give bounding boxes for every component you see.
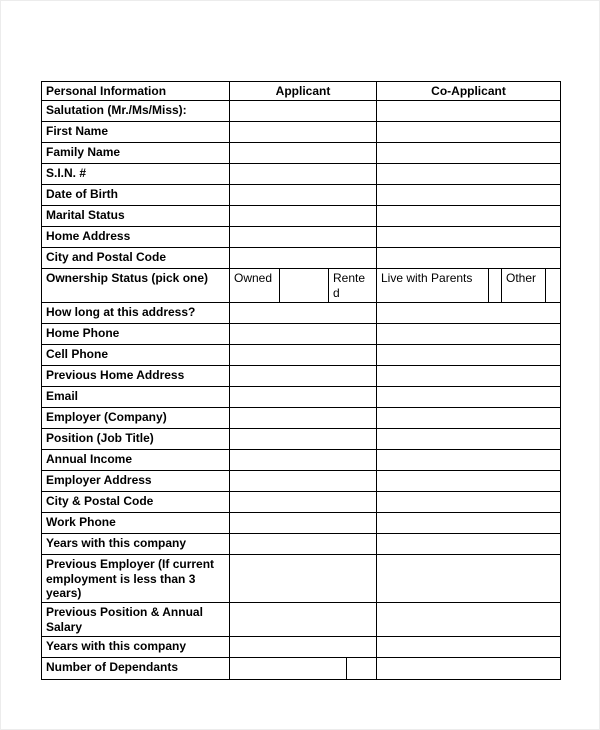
applicant-field[interactable]: [230, 101, 377, 121]
applicant-field[interactable]: [230, 164, 377, 184]
table-row-previous-position-salary: [42, 603, 560, 637]
co-applicant-field[interactable]: [377, 658, 560, 679]
co-applicant-field[interactable]: [377, 534, 560, 554]
table-row-cell-phone: [42, 345, 560, 366]
co-applicant-field[interactable]: [377, 637, 560, 657]
co-applicant-field[interactable]: [377, 345, 560, 365]
applicant-field[interactable]: [230, 324, 377, 344]
co-applicant-field[interactable]: [377, 122, 560, 142]
table-header-row: [42, 82, 560, 101]
label-marital-status: Marital Status: [42, 206, 230, 226]
label-work-phone: Work Phone: [42, 513, 230, 533]
co-applicant-field[interactable]: [377, 227, 560, 247]
co-applicant-field[interactable]: [377, 101, 560, 121]
co-applicant-field[interactable]: [377, 555, 560, 602]
other-checkbox-cell[interactable]: [546, 269, 560, 302]
applicant-field[interactable]: [230, 429, 377, 449]
label-sin-number: S.I.N. #: [42, 164, 230, 184]
applicant-field[interactable]: [230, 248, 377, 268]
applicant-field[interactable]: [230, 603, 377, 636]
table-row-position-job-title: [42, 429, 560, 450]
label-first-name: First Name: [42, 122, 230, 142]
other-option-label: Other: [502, 269, 546, 302]
table-row-sin-number: [42, 164, 560, 185]
applicant-field[interactable]: [230, 408, 377, 428]
co-applicant-field[interactable]: [377, 429, 560, 449]
table-row-marital-status: [42, 206, 560, 227]
live-with-parents-option-label: Live with Parents: [377, 269, 489, 302]
table-row-annual-income: [42, 450, 560, 471]
table-row-employer-address: [42, 471, 560, 492]
co-applicant-field[interactable]: [377, 471, 560, 491]
label-how-long-at-address: How long at this address?: [42, 303, 230, 323]
label-family-name: Family Name: [42, 143, 230, 163]
label-home-phone: Home Phone: [42, 324, 230, 344]
applicant-field[interactable]: [230, 143, 377, 163]
co-applicant-field[interactable]: [377, 303, 560, 323]
label-annual-income: Annual Income: [42, 450, 230, 470]
applicant-field[interactable]: [230, 185, 377, 205]
owned-option-label: Owned: [230, 269, 280, 302]
applicant-field[interactable]: [230, 513, 377, 533]
co-applicant-field[interactable]: [377, 324, 560, 344]
applicant-field[interactable]: [230, 555, 377, 602]
co-applicant-field[interactable]: [377, 366, 560, 386]
table-row-previous-home-address: [42, 366, 560, 387]
label-email: Email: [42, 387, 230, 407]
label-salutation: Salutation (Mr./Ms/Miss):: [42, 101, 230, 121]
table-row-work-phone: [42, 513, 560, 534]
co-applicant-field[interactable]: [377, 248, 560, 268]
label-employer-company: Employer (Company): [42, 408, 230, 428]
applicant-field[interactable]: [230, 345, 377, 365]
table-row-home-address: [42, 227, 560, 248]
co-applicant-field[interactable]: [377, 492, 560, 512]
table-row-city-postal-code-2: [42, 492, 560, 513]
header-applicant: Applicant: [230, 82, 377, 100]
applicant-field[interactable]: [230, 366, 377, 386]
label-home-address: Home Address: [42, 227, 230, 247]
table-row-previous-employer: [42, 555, 560, 603]
rented-option-label: Rented: [329, 269, 377, 302]
table-row-how-long-at-address: [42, 303, 560, 324]
co-applicant-field[interactable]: [377, 164, 560, 184]
label-city-and-postal-code: City and Postal Code: [42, 248, 230, 268]
applicant-field[interactable]: [230, 534, 377, 554]
label-previous-position-salary: Previous Position & Annual Salary: [42, 603, 230, 636]
label-previous-employer: Previous Employer (If current employment is less than 3 years): [42, 555, 230, 602]
table-row-home-phone: [42, 324, 560, 345]
co-applicant-field[interactable]: [377, 603, 560, 636]
label-employer-address: Employer Address: [42, 471, 230, 491]
co-applicant-field[interactable]: [377, 387, 560, 407]
label-city-postal-code-2: City & Postal Code: [42, 492, 230, 512]
applicant-field[interactable]: [230, 206, 377, 226]
applicant-field[interactable]: [230, 471, 377, 491]
table-row-ownership-status: [42, 269, 560, 303]
label-years-with-company-2: Years with this company: [42, 637, 230, 657]
live-with-parents-checkbox-cell[interactable]: [489, 269, 502, 302]
co-applicant-field[interactable]: [377, 143, 560, 163]
applicant-field[interactable]: [230, 637, 377, 657]
table-row-employer-company: [42, 408, 560, 429]
co-applicant-field[interactable]: [377, 513, 560, 533]
applicant-field[interactable]: [230, 227, 377, 247]
applicant-extra-field[interactable]: [347, 658, 377, 679]
co-applicant-field[interactable]: [377, 206, 560, 226]
table-row-number-of-dependants: [42, 658, 560, 679]
label-position-job-title: Position (Job Title): [42, 429, 230, 449]
table-row-salutation: [42, 101, 560, 122]
table-row-family-name: [42, 143, 560, 164]
table-row-date-of-birth: [42, 185, 560, 206]
table-row-years-with-company: [42, 534, 560, 555]
label-ownership-status: Ownership Status (pick one): [42, 269, 230, 302]
co-applicant-field[interactable]: [377, 450, 560, 470]
label-years-with-company: Years with this company: [42, 534, 230, 554]
applicant-field[interactable]: [230, 450, 377, 470]
applicant-field[interactable]: [230, 122, 377, 142]
co-applicant-field[interactable]: [377, 185, 560, 205]
applicant-field[interactable]: [230, 387, 377, 407]
applicant-field[interactable]: [230, 658, 347, 679]
table-row-years-with-company-2: [42, 637, 560, 658]
label-cell-phone: Cell Phone: [42, 345, 230, 365]
owned-checkbox-cell[interactable]: [280, 269, 329, 302]
header-personal-information: Personal Information: [42, 82, 230, 100]
label-previous-home-address: Previous Home Address: [42, 366, 230, 386]
label-date-of-birth: Date of Birth: [42, 185, 230, 205]
table-row-first-name: [42, 122, 560, 143]
co-applicant-field[interactable]: [377, 408, 560, 428]
table-row-email: [42, 387, 560, 408]
applicant-field[interactable]: [230, 492, 377, 512]
header-co-applicant: Co-Applicant: [431, 84, 506, 98]
personal-information-form-table: [41, 81, 561, 680]
table-row-city-and-postal-code: [42, 248, 560, 269]
label-number-of-dependants: Number of Dependants: [42, 658, 230, 679]
applicant-field[interactable]: [230, 303, 377, 323]
